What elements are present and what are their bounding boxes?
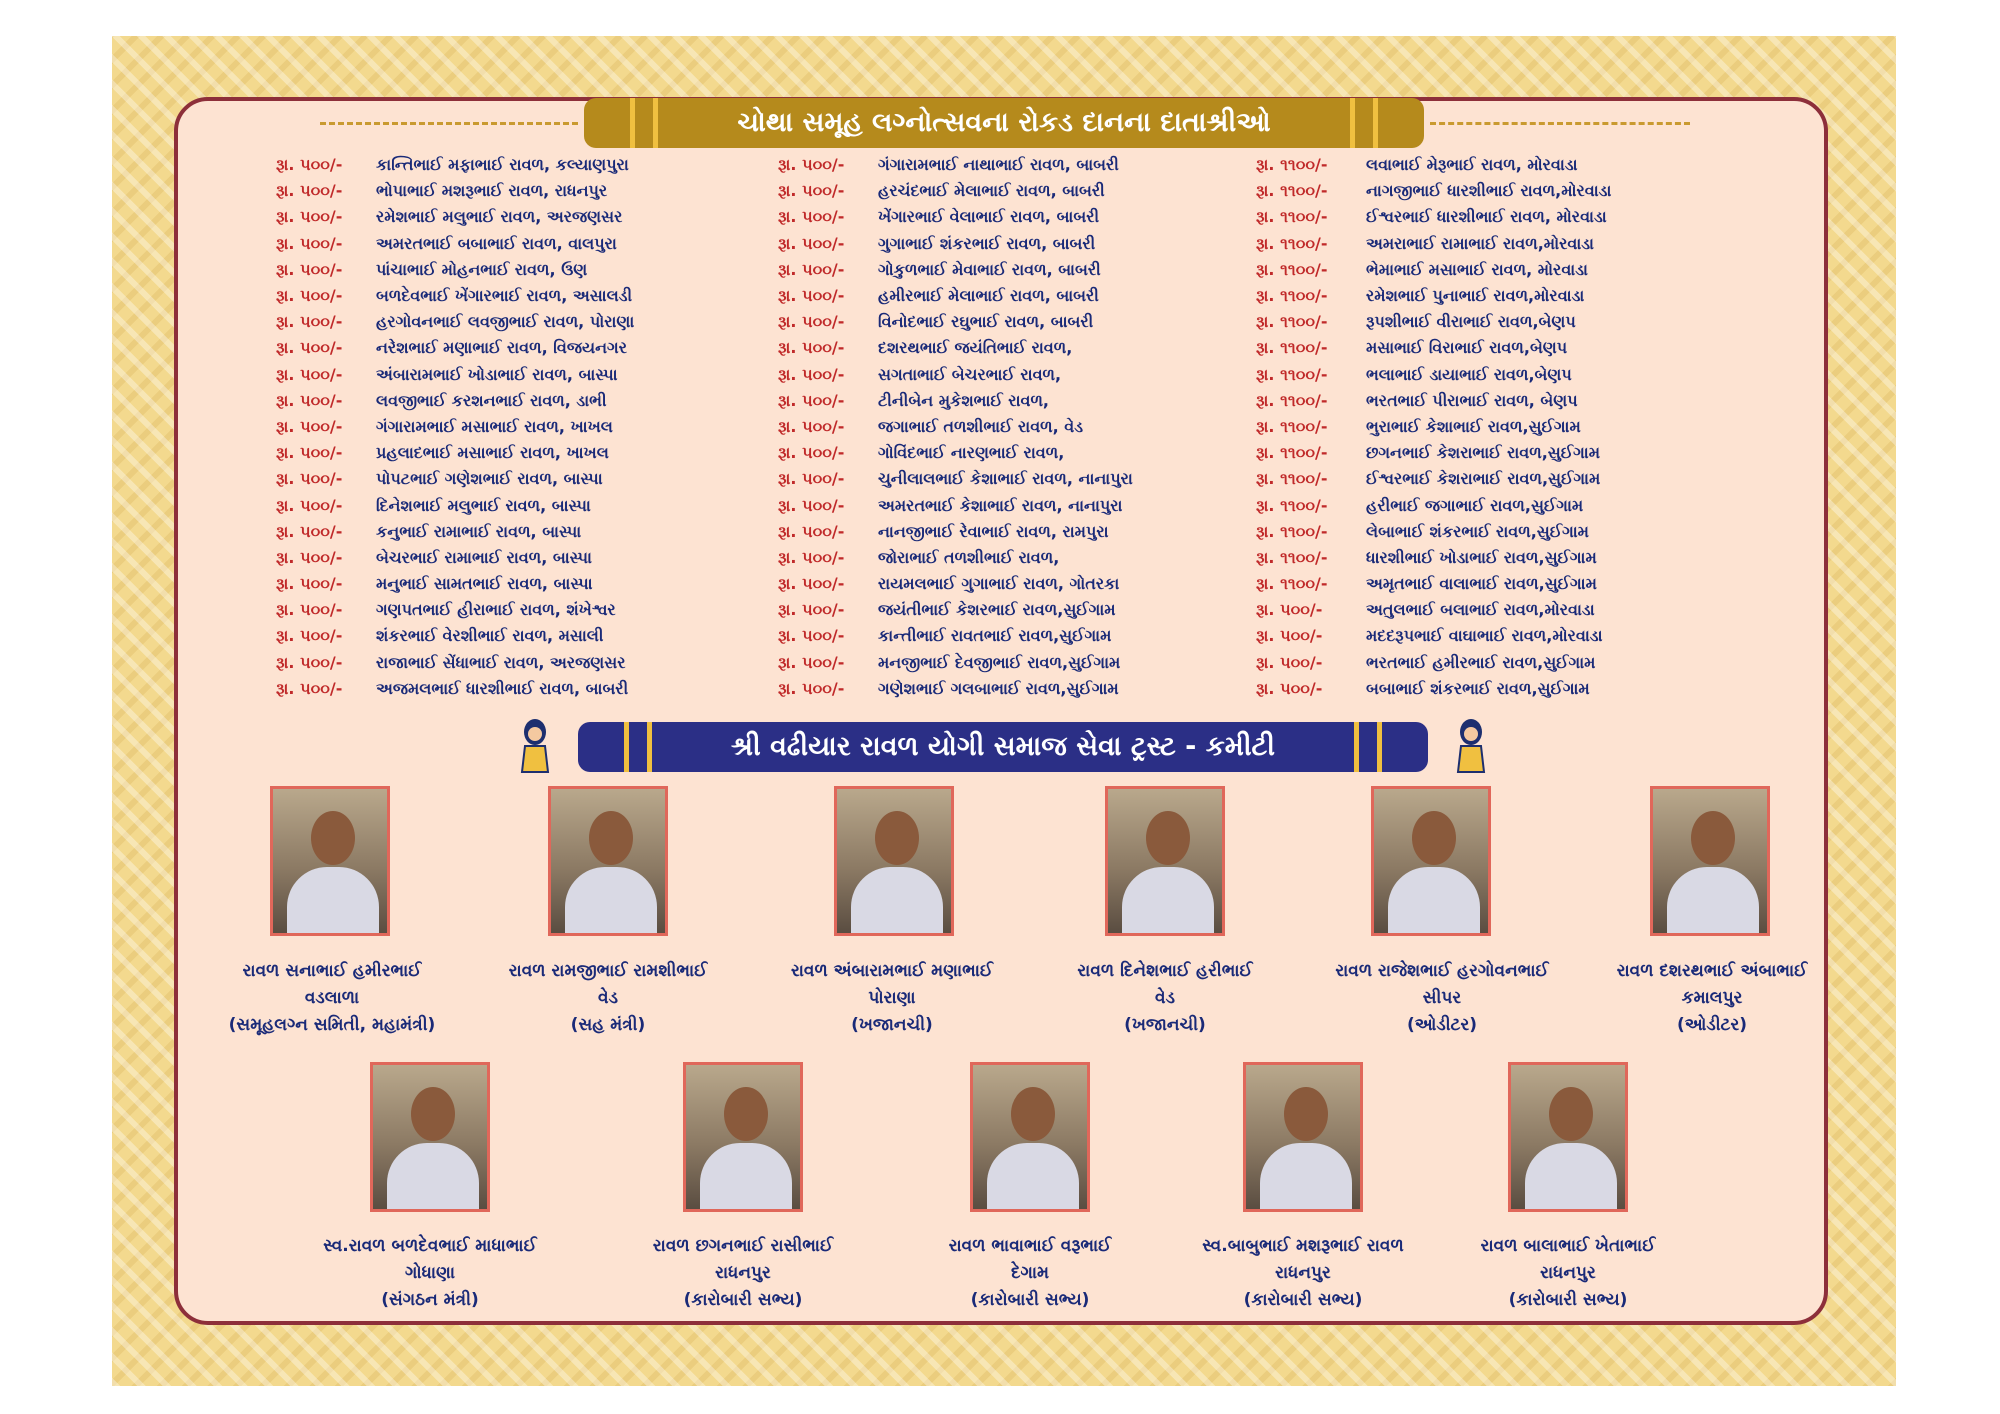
donor-row <box>778 362 1133 388</box>
member-place: સીપર <box>1422 988 1462 1008</box>
donor-row <box>1256 309 1611 335</box>
donation-amount: રૂા. ૫૦૦/- <box>276 312 343 332</box>
donation-amount: રૂા. ૫૦૦/- <box>778 207 845 227</box>
donor-name: બેચરભાઈ રામાભાઈ રાવળ, બાસ્પા <box>376 547 592 567</box>
donor-row <box>778 650 1133 676</box>
donation-amount: રૂા. ૧૧૦૦/- <box>1256 181 1328 201</box>
member-role: (સમૂહલગ્ન સમિતી, મહામંત્રી) <box>228 1015 436 1035</box>
donor-name: ભોપાભાઈ મશરૂભાઈ રાવળ, રાધનપુર <box>376 181 608 201</box>
donor-name: પાંચાભાઈ મોહનભાઈ રાવળ, ઉણ <box>376 259 588 279</box>
donor-name: મનજીભાઈ દેવજીભાઈ રાવળ,સુઈગામ <box>878 652 1121 672</box>
donor-name: ધારશીભાઈ ખોડાભાઈ રાવળ,સુઈગામ <box>1366 547 1597 567</box>
committee-title: શ્રી વઢીયાર રાવળ યોગી સમાજ સેવા ટ્રસ્ટ - કમીટી <box>730 731 1275 762</box>
donation-amount: રૂા. ૫૦૦/- <box>1256 626 1323 646</box>
member-place: પોરાણા <box>868 988 916 1008</box>
member-caption <box>613 1233 873 1314</box>
donor-name: નાગજીભાઈ ધારશીભાઈ રાવળ,મોરવાડા <box>1366 181 1612 201</box>
donor-row <box>276 545 634 571</box>
donor-column-1 <box>276 152 634 702</box>
donor-row <box>778 204 1133 230</box>
donor-row <box>1256 466 1611 492</box>
donation-amount: રૂા. ૫૦૦/- <box>778 547 845 567</box>
donor-name: બળદેવભાઈ ખેંગારભાઈ રાવળ, અસાલડી <box>376 286 633 306</box>
donation-amount: રૂા. ૫૦૦/- <box>778 286 845 306</box>
donor-row <box>276 257 634 283</box>
donor-name: રમેશભાઈ મલુભાઈ રાવળ, અરજણસર <box>376 207 623 227</box>
donor-row <box>1256 204 1611 230</box>
donor-name: લવાભાઈ મેરૂભાઈ રાવળ, મોરવાડા <box>1366 155 1578 175</box>
donor-name: ઈશ્વરભાઈ કેશરાભાઈ રાવળ,સુઈગામ <box>1366 469 1601 489</box>
donor-row <box>778 571 1133 597</box>
donor-row <box>1256 545 1611 571</box>
member-name: સ્વ.બાબુભાઈ મશરૂભાઈ રાવળ <box>1202 1236 1404 1256</box>
donor-name: હમીરભાઈ મેલાભાઈ રાવળ, બાબરી <box>878 286 1099 306</box>
donor-row <box>1256 623 1611 649</box>
donation-amount: રૂા. ૫૦૦/- <box>276 338 343 358</box>
donor-row <box>778 335 1133 361</box>
donation-amount: રૂા. ૫૦૦/- <box>1256 600 1323 620</box>
donor-row <box>1256 178 1611 204</box>
member-photo <box>970 1062 1090 1212</box>
donor-name: લેબાભાઈ શંકરભાઈ રાવળ,સુઈગામ <box>1366 521 1589 541</box>
donor-name: રમેશભાઈ પુનાભાઈ રાવળ,મોરવાડા <box>1366 286 1585 306</box>
donor-name: ઈશ્વરભાઈ ધારશીભાઈ રાવળ, મોરવાડા <box>1366 207 1607 227</box>
donation-amount: રૂા. ૫૦૦/- <box>276 521 343 541</box>
donor-name: ગોકુળભાઈ મેવાભાઈ રાવળ, બાબરી <box>878 259 1101 279</box>
member-name: રાવળ દશરથભાઈ અંબાભાઈ <box>1616 961 1808 981</box>
donation-amount: રૂા. ૫૦૦/- <box>778 443 845 463</box>
donor-row <box>778 492 1133 518</box>
donor-row <box>778 231 1133 257</box>
member-place: કમાલપુર <box>1681 988 1743 1008</box>
donor-row <box>778 519 1133 545</box>
banner-ornament <box>1354 722 1382 772</box>
donor-name: ભરતભાઈ પીરાભાઈ રાવળ, બેણપ <box>1366 390 1578 410</box>
donation-amount: રૂા. ૫૦૦/- <box>778 678 845 698</box>
member-place: રાધનપુર <box>1275 1263 1331 1283</box>
member-role: (ખજાનચી) <box>1124 1015 1206 1035</box>
donor-name: અમૃતભાઈ વાલાભાઈ રાવળ,સુઈગામ <box>1366 574 1597 594</box>
donor-row <box>276 676 634 702</box>
donor-row <box>276 152 634 178</box>
donor-row <box>276 571 634 597</box>
donor-name: ટીનીબેન મુકેશભાઈ રાવળ, <box>878 390 1050 410</box>
donor-name: અંબારામભાઈ ખોડાભાઈ રાવળ, બાસ્પા <box>376 364 618 384</box>
member-name: રાવળ સનાભાઈ હમીરભાઈ <box>242 961 422 981</box>
divider-right <box>1430 122 1690 125</box>
donor-row <box>1256 283 1611 309</box>
member-place: રાધનપુર <box>1540 1263 1596 1283</box>
donation-amount: રૂા. ૧૧૦૦/- <box>1256 233 1328 253</box>
donor-row <box>1256 571 1611 597</box>
donor-row <box>276 204 634 230</box>
donor-row <box>1256 519 1611 545</box>
member-place: વેડ <box>598 988 618 1008</box>
member-place: વેડ <box>1155 988 1175 1008</box>
donor-row <box>1256 335 1611 361</box>
banner-ornament <box>1350 98 1378 148</box>
donor-row <box>1256 492 1611 518</box>
donor-row <box>1256 231 1611 257</box>
donor-row <box>276 466 634 492</box>
donor-name: વિનોદભાઈ રઘુભાઈ રાવળ, બાબરી <box>878 312 1094 332</box>
donor-name: અમરતભાઈ બબાભાઈ રાવળ, વાલપુરા <box>376 233 617 253</box>
donor-name: ગોવિંદભાઈ નારણભાઈ રાવળ, <box>878 443 1065 463</box>
donor-row <box>1256 152 1611 178</box>
donation-amount: રૂા. ૫૦૦/- <box>778 312 845 332</box>
donation-amount: રૂા. ૫૦૦/- <box>778 259 845 279</box>
donor-row <box>276 335 634 361</box>
member-caption <box>1312 958 1572 1039</box>
donor-name: અજમલભાઈ ધારશીભાઈ રાવળ, બાબરી <box>376 678 629 698</box>
donor-name: ગણપતભાઈ હીરાભાઈ રાવળ, શંખેશ્વર <box>376 600 616 620</box>
member-place: ગોધાણા <box>404 1263 455 1283</box>
donation-amount: રૂા. ૫૦૦/- <box>778 495 845 515</box>
donation-amount: રૂા. ૧૧૦૦/- <box>1256 469 1328 489</box>
donor-name: ગંગારામભાઈ મસાભાઈ રાવળ, ખાખલ <box>376 416 613 436</box>
donor-row <box>276 519 634 545</box>
member-caption <box>1173 1233 1433 1314</box>
donor-row <box>778 623 1133 649</box>
donation-amount: રૂા. ૧૧૦૦/- <box>1256 338 1328 358</box>
donor-row <box>1256 440 1611 466</box>
member-name: રાવળ છગનભાઈ રાસીભાઈ <box>652 1236 834 1256</box>
donation-amount: રૂા. ૫૦૦/- <box>276 233 343 253</box>
donor-name: સગતાભાઈ બેચરભાઈ રાવળ, <box>878 364 1062 384</box>
donation-amount: રૂા. ૫૦૦/- <box>778 233 845 253</box>
divider-left <box>320 122 578 125</box>
donor-row <box>778 257 1133 283</box>
donor-name: કાન્તીભાઈ રાવતભાઈ રાવળ,સુઈગામ <box>878 626 1112 646</box>
donor-name: પોપટભાઈ ગણેશભાઈ રાવળ, બાસ્પા <box>376 469 603 489</box>
donor-name: અતુલભાઈ બલાભાઈ રાવળ,મોરવાડા <box>1366 600 1595 620</box>
member-role: (ઓડીટર) <box>1676 1015 1748 1035</box>
donor-row <box>778 309 1133 335</box>
donation-amount: રૂા. ૫૦૦/- <box>276 652 343 672</box>
member-name: રાવળ અંબારામભાઈ મણાભાઈ <box>790 961 994 981</box>
member-photo <box>1105 786 1225 936</box>
donor-row <box>778 414 1133 440</box>
donation-amount: રૂા. ૫૦૦/- <box>778 181 845 201</box>
donation-amount: રૂા. ૫૦૦/- <box>276 443 343 463</box>
donation-amount: રૂા. ૧૧૦૦/- <box>1256 207 1328 227</box>
member-name: રાવળ બાલાભાઈ ખેતાભાઈ <box>1480 1236 1656 1256</box>
donation-amount: રૂા. ૫૦૦/- <box>778 652 845 672</box>
donor-name: રૂપશીભાઈ વીરાભાઈ રાવળ,બેણપ <box>1366 312 1576 332</box>
member-role: (ખજાનચી) <box>851 1015 933 1035</box>
donation-amount: રૂા. ૫૦૦/- <box>276 286 343 306</box>
donor-row <box>778 676 1133 702</box>
donor-name: દિનેશભાઈ મલુભાઈ રાવળ, બાસ્પા <box>376 495 591 515</box>
donor-name: મનુભાઈ સામતભાઈ રાવળ, બાસ્પા <box>376 574 593 594</box>
donor-column-3 <box>1256 152 1611 702</box>
donor-name: હરચંદભાઈ મેલાભાઈ રાવળ, બાબરી <box>878 181 1105 201</box>
donation-amount: રૂા. ૫૦૦/- <box>276 259 343 279</box>
donor-row <box>778 440 1133 466</box>
member-role: (કારોબારી સભ્ય) <box>1243 1290 1363 1310</box>
member-role: (ઓડીટર) <box>1406 1015 1478 1035</box>
donor-row <box>778 466 1133 492</box>
donation-amount: રૂા. ૧૧૦૦/- <box>1256 574 1328 594</box>
donor-name: રાયમલભાઈ ગુગાભાઈ રાવળ, ગોતરકા <box>878 574 1120 594</box>
donation-amount: રૂા. ૫૦૦/- <box>778 338 845 358</box>
donation-amount: રૂા. ૫૦૦/- <box>778 416 845 436</box>
donor-name: અમરતભાઈ કેશાભાઈ રાવળ, નાનાપુરા <box>878 495 1123 515</box>
donor-name: છગનભાઈ કેશરાભાઈ રાવળ,સુઈગામ <box>1366 443 1601 463</box>
donation-amount: રૂા. ૫૦૦/- <box>778 469 845 489</box>
donation-amount: રૂા. ૧૧૦૦/- <box>1256 364 1328 384</box>
donation-amount: રૂા. ૧૧૦૦/- <box>1256 286 1328 306</box>
donation-amount: રૂા. ૫૦૦/- <box>778 390 845 410</box>
donation-amount: રૂા. ૧૧૦૦/- <box>1256 312 1328 332</box>
donor-name: નરેશભાઈ મણાભાઈ રાવળ, વિજયનગર <box>376 338 627 358</box>
donor-row <box>276 597 634 623</box>
member-name: રાવળ રામજીભાઈ રામશીભાઈ <box>508 961 708 981</box>
member-name: રાવળ ભાવાભાઈ વરૂભાઈ <box>948 1236 1112 1256</box>
donation-amount: રૂા. ૫૦૦/- <box>276 600 343 620</box>
donation-amount: રૂા. ૧૧૦૦/- <box>1256 390 1328 410</box>
donor-row <box>276 623 634 649</box>
member-place: વડલાળા <box>304 988 360 1008</box>
member-photo <box>1371 786 1491 936</box>
donation-amount: રૂા. ૫૦૦/- <box>276 181 343 201</box>
member-caption <box>762 958 1022 1039</box>
donor-name: કનુભાઈ રામાભાઈ રાવળ, બાસ્પા <box>376 521 582 541</box>
donor-name: ભેમાભાઈ મસાભાઈ રાવળ, મોરવાડા <box>1366 259 1588 279</box>
member-photo <box>1243 1062 1363 1212</box>
member-photo <box>370 1062 490 1212</box>
member-role: (કારોબારી સભ્ય) <box>683 1290 803 1310</box>
donation-amount: રૂા. ૫૦૦/- <box>276 678 343 698</box>
donor-row <box>1256 650 1611 676</box>
member-role: (સહ મંત્રી) <box>570 1015 646 1035</box>
member-photo <box>1508 1062 1628 1212</box>
donation-amount: રૂા. ૫૦૦/- <box>276 574 343 594</box>
donor-name: શંકરભાઈ વેરશીભાઈ રાવળ, મસાલી <box>376 626 604 646</box>
donor-row <box>1256 362 1611 388</box>
member-photo <box>683 1062 803 1212</box>
donation-amount: રૂા. ૫૦૦/- <box>276 155 343 175</box>
donor-name: ગંગારામભાઈ નાથાભાઈ રાવળ, બાબરી <box>878 155 1119 175</box>
donor-name: ચુનીલાલભાઈ કેશાભાઈ રાવળ, નાનાપુરા <box>878 469 1133 489</box>
member-caption <box>300 1233 560 1314</box>
donation-amount: રૂા. ૫૦૦/- <box>276 207 343 227</box>
member-caption <box>202 958 462 1039</box>
donation-amount: રૂા. ૧૧૦૦/- <box>1256 547 1328 567</box>
donor-row <box>778 597 1133 623</box>
member-photo <box>1650 786 1770 936</box>
donor-row <box>276 414 634 440</box>
donor-row <box>276 650 634 676</box>
donation-amount: રૂા. ૫૦૦/- <box>778 364 845 384</box>
donation-amount: રૂા. ૫૦૦/- <box>778 626 845 646</box>
donor-row <box>778 178 1133 204</box>
donation-amount: રૂા. ૫૦૦/- <box>778 574 845 594</box>
member-photo <box>270 786 390 936</box>
donation-amount: રૂા. ૫૦૦/- <box>778 155 845 175</box>
donor-row <box>778 545 1133 571</box>
donor-name: જોરાભાઈ તળશીભાઈ રાવળ, <box>878 547 1060 567</box>
donation-amount: રૂા. ૧૧૦૦/- <box>1256 416 1328 436</box>
donor-name: ભલાભાઈ ડાયાભાઈ રાવળ,બેણપ <box>1366 364 1572 384</box>
donation-amount: રૂા. ૧૧૦૦/- <box>1256 521 1328 541</box>
member-role: (સંગઠન મંત્રી) <box>381 1290 479 1310</box>
donor-row <box>1256 676 1611 702</box>
member-role: (કારોબારી સભ્ય) <box>970 1290 1090 1310</box>
member-caption <box>1035 958 1295 1039</box>
donor-name: હરીભાઈ જગાભાઈ રાવળ,સુઈગામ <box>1366 495 1584 515</box>
member-caption <box>1582 958 1842 1039</box>
donor-column-2 <box>778 152 1133 702</box>
banner-ornament <box>624 722 652 772</box>
donor-name: ગણેશભાઈ ગલબાભાઈ રાવળ,સુઈગામ <box>878 678 1119 698</box>
member-caption <box>900 1233 1160 1314</box>
donation-amount: રૂા. ૧૧૦૦/- <box>1256 495 1328 515</box>
member-name: સ્વ.રાવળ બળદેવભાઈ માધાભાઈ <box>323 1236 537 1256</box>
donor-row <box>276 388 634 414</box>
donor-name: મદદરૂપભાઈ વાઘાભાઈ રાવળ,મોરવાડા <box>1366 626 1603 646</box>
member-caption <box>1438 1233 1698 1314</box>
donation-amount: રૂા. ૫૦૦/- <box>276 626 343 646</box>
donation-amount: રૂા. ૧૧૦૦/- <box>1256 155 1328 175</box>
donor-row <box>276 492 634 518</box>
member-place: દેગામ <box>1010 1263 1050 1283</box>
donor-name: દશરથભાઈ જયંતિભાઈ રાવળ, <box>878 338 1073 358</box>
donor-row <box>276 231 634 257</box>
donor-name: ગુગાભાઈ શંકરભાઈ રાવળ, બાબરી <box>878 233 1096 253</box>
donor-name: ભરતભાઈ હમીરભાઈ રાવળ,સુઈગામ <box>1366 652 1596 672</box>
donor-row <box>276 178 634 204</box>
donor-row <box>276 362 634 388</box>
donor-name: બબાભાઈ શંકરભાઈ રાવળ,સુઈગામ <box>1366 678 1590 698</box>
donors-title: ચોથા સમૂહ લગ્નોત્સવના રોકડ દાનના દાતાશ્રીઓ <box>737 107 1271 138</box>
member-role: (કારોબારી સભ્ય) <box>1508 1290 1628 1310</box>
donor-row <box>1256 597 1611 623</box>
member-name: રાવળ રાજેશભાઈ હરગોવનભાઈ <box>1335 961 1549 981</box>
donor-row <box>778 388 1133 414</box>
donation-amount: રૂા. ૫૦૦/- <box>778 600 845 620</box>
donation-amount: રૂા. ૫૦૦/- <box>1256 678 1323 698</box>
donor-row <box>778 283 1133 309</box>
doll-icon <box>1456 718 1486 774</box>
donor-name: રાજાભાઈ સેંધાભાઈ રાવળ, અરજણસર <box>376 652 626 672</box>
banner-ornament <box>630 98 658 148</box>
donor-name: નાનજીભાઈ રેવાભાઈ રાવળ, રામપુરા <box>878 521 1109 541</box>
donor-row <box>1256 257 1611 283</box>
donor-name: લવજીભાઈ કરશનભાઈ રાવળ, ડાભી <box>376 390 607 410</box>
committee-banner <box>578 722 1428 772</box>
donor-row <box>778 152 1133 178</box>
doll-icon <box>520 718 550 774</box>
donation-amount: રૂા. ૫૦૦/- <box>1256 652 1323 672</box>
donation-amount: રૂા. ૫૦૦/- <box>276 364 343 384</box>
donation-amount: રૂા. ૧૧૦૦/- <box>1256 443 1328 463</box>
donation-amount: રૂા. ૫૦૦/- <box>276 547 343 567</box>
member-photo <box>834 786 954 936</box>
donor-name: જગાભાઈ તળશીભાઈ રાવળ, વેડ <box>878 416 1084 436</box>
donation-amount: રૂા. ૫૦૦/- <box>778 521 845 541</box>
donor-row <box>276 309 634 335</box>
donor-row <box>1256 388 1611 414</box>
donor-name: અમરાભાઈ રામાભાઈ રાવળ,મોરવાડા <box>1366 233 1594 253</box>
member-photo <box>548 786 668 936</box>
donor-row <box>276 283 634 309</box>
donor-name: હરગોવનભાઈ લવજીભાઈ રાવળ, પોરાણા <box>376 312 635 332</box>
donor-name: પ્રહલાદભાઈ મસાભાઈ રાવળ, ખાખલ <box>376 443 609 463</box>
donation-amount: રૂા. ૫૦૦/- <box>276 495 343 515</box>
donor-name: ખેંગારભાઈ વેલાભાઈ રાવળ, બાબરી <box>878 207 1100 227</box>
donor-name: જયંતીભાઈ કેશરભાઈ રાવળ,સુઈગામ <box>878 600 1116 620</box>
donation-amount: રૂા. ૫૦૦/- <box>276 390 343 410</box>
member-place: રાધનપુર <box>715 1263 771 1283</box>
donors-banner <box>584 98 1424 148</box>
donation-amount: રૂા. ૫૦૦/- <box>276 416 343 436</box>
donor-row <box>1256 414 1611 440</box>
member-name: રાવળ દિનેશભાઈ હરીભાઈ <box>1077 961 1253 981</box>
donation-amount: રૂા. ૧૧૦૦/- <box>1256 259 1328 279</box>
donation-amount: રૂા. ૫૦૦/- <box>276 469 343 489</box>
member-caption <box>478 958 738 1039</box>
donor-name: કાન્તિભાઈ મફાભાઈ રાવળ, કલ્યાણપુરા <box>376 155 629 175</box>
donor-name: મસાભાઈ વિરાભાઈ રાવળ,બેણપ <box>1366 338 1568 358</box>
donor-row <box>276 440 634 466</box>
donor-name: ભુરાભાઈ કેશાભાઈ રાવળ,સુઈગામ <box>1366 416 1581 436</box>
